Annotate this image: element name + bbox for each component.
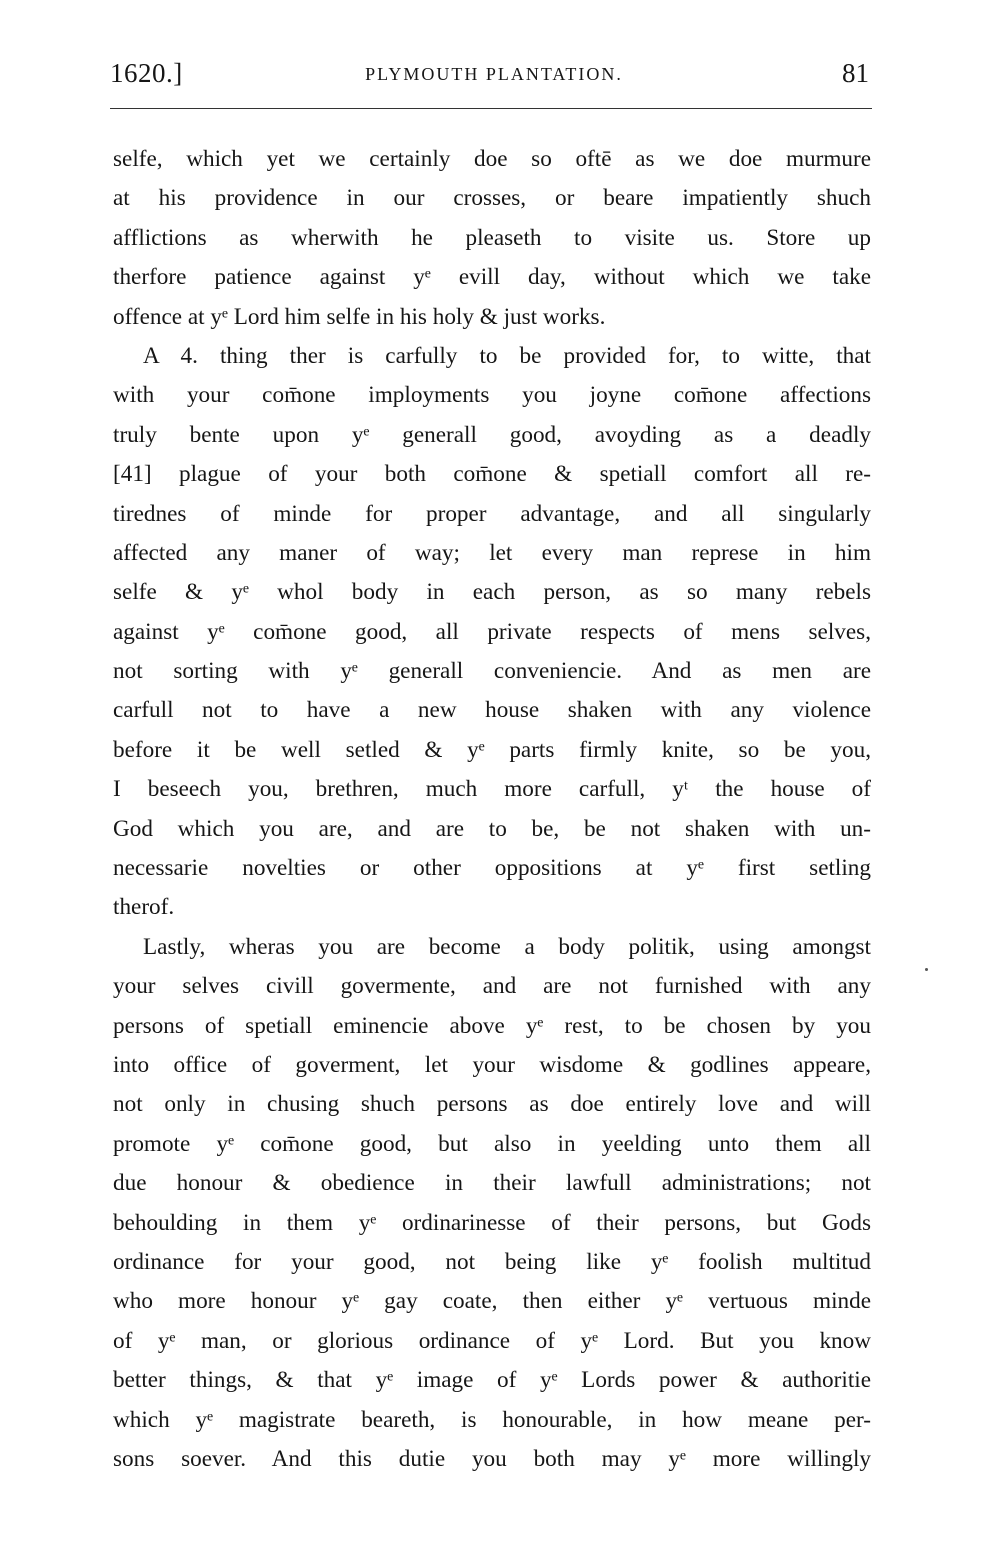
running-header	[110, 58, 875, 92]
text-line: tirednes of minde for proper advantage, and all singularly	[113, 500, 871, 527]
text-line: with your com̄one imployments you joyne com̄one affections	[113, 382, 871, 409]
text-line: Lastly, wheras you are become a body politik, using amongst	[143, 933, 871, 960]
text-line: due honour & obedience in their lawfull administrations; not	[113, 1170, 871, 1197]
text-line: behoulding in them yᵉ ordinarinesse of their persons, but Gods	[113, 1209, 871, 1236]
page-number: 81	[842, 58, 869, 88]
text-line: affected any maner of way; let every man represe in him	[113, 539, 871, 566]
text-line: who more honour yᵉ gay coate, then either yᵉ vertuous minde	[113, 1288, 871, 1315]
header-title: PLYMOUTH PLANTATION.	[365, 64, 623, 84]
text-line: into office of goverment, let your wisdome & godlines appeare,	[113, 1051, 871, 1078]
text-line: of yᵉ man, or glorious ordinance of yᵉ Lord. But you know	[113, 1327, 871, 1354]
text-line: promote yᵉ com̄one good, but also in yeelding unto them all	[113, 1130, 871, 1157]
header-year: 1620.]	[110, 58, 183, 88]
text-line: not sorting with yᵉ generall conveniencie. And as men are	[113, 658, 871, 685]
text-line: therof.	[113, 894, 175, 921]
text-line: sons soever. And this dutie you both may yᵉ more willingly	[113, 1445, 871, 1472]
text-line: I beseech you, brethren, much more carfull, yᵗ the house of	[113, 776, 871, 803]
text-line: against yᵉ com̄one good, all private respects of mens selves,	[113, 618, 871, 645]
body-text	[113, 140, 871, 1479]
text-line: better things, & that yᵉ image of yᵉ Lords power & authoritie	[113, 1367, 871, 1394]
text-line: before it be well setled & yᵉ parts firmly knite, so be you,	[113, 736, 871, 763]
text-line: ordinance for your good, not being like yᵉ foolish multitud	[113, 1248, 871, 1275]
header-rule	[110, 108, 872, 109]
text-line: which yᵉ magistrate beareth, is honourable, in how meane per-	[113, 1406, 871, 1433]
text-line: persons of spetiall eminencie above yᵉ rest, to be chosen by you	[113, 1012, 871, 1039]
text-line: selfe & yᵉ whol body in each person, as so many rebels	[113, 579, 871, 606]
print-speck	[925, 968, 928, 971]
text-line: not only in chusing shuch persons as doe entirely love and will	[113, 1091, 871, 1118]
text-line: therfore patience against yᵉ evill day, without which we take	[113, 264, 871, 291]
text-line: necessarie novelties or other oppositions at yᵉ first setling	[113, 855, 871, 882]
text-line: your selves civill govermente, and are not furnished with any	[113, 973, 871, 1000]
text-line: [41] plague of your both com̄one & spetiall comfort all re-	[113, 461, 871, 488]
text-line: carfull not to have a new house shaken with any violence	[113, 697, 871, 724]
text-line: God which you are, and are to be, be not shaken with un-	[113, 815, 871, 842]
text-line: selfe, which yet we certainly doe so oftē as we doe murmure	[113, 146, 871, 172]
text-line: offence at yᵉ Lord him selfe in his holy & just works.	[113, 303, 606, 330]
text-line: afflictions as wherwith he pleaseth to visite us. Store up	[113, 224, 871, 251]
book-page	[110, 58, 875, 1472]
text-line: at his providence in our crosses, or beare impatiently shuch	[113, 185, 871, 212]
text-line: truly bente upon yᵉ generall good, avoyding as a deadly	[113, 421, 871, 448]
text-line: A 4. thing ther is carfully to be provided for, to witte, that	[143, 342, 871, 369]
